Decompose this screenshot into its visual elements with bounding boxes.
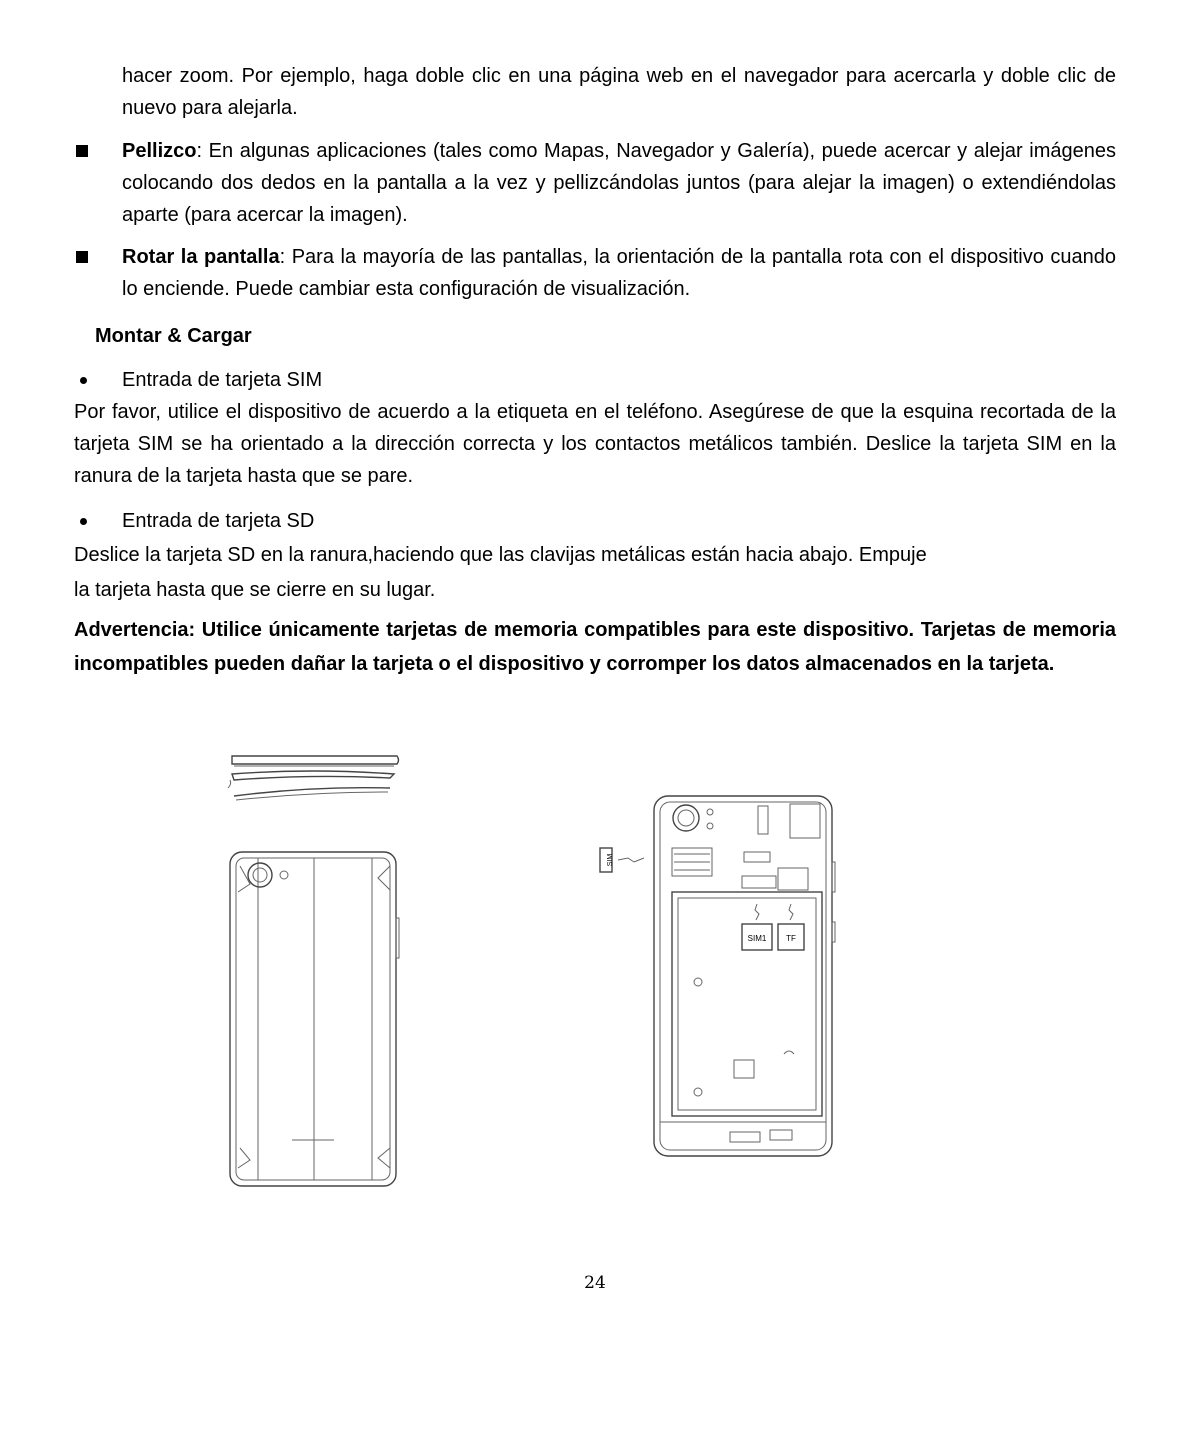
phone-interior-illustration [594, 792, 844, 1162]
section-heading: Montar & Cargar [95, 325, 252, 347]
sd-item: Entrada de tarjeta SD [122, 510, 315, 532]
dot-bullet-icon [80, 377, 87, 384]
bullet-term: Rotar la pantalla [122, 246, 280, 268]
intro-continuation: hacer zoom. Por ejemplo, haga doble clic en una página web en el navegador para acercarla y doble clic de nuevo para alejarla. [122, 65, 1116, 119]
card-label: SIM [607, 853, 614, 867]
bullet-text: : En algunas aplicaciones (tales como Mapas, Navegador y Galería), puede acercar y alejar imágenes colocando dos dedos en la pantalla a la vez y pellizcándolas juntos (para alejar la imagen) o extendiéndolas aparte (para acercar la imagen). [122, 140, 1116, 226]
sim-text: Por favor, utilice el dispositivo de acuerdo a la etiqueta en el teléfono. Asegúrese de que la esquina recortada de la tarjeta SIM se ha orientado a la dirección correcta y los contactos metálicos también. Deslice la tarjeta SIM en la ranura de la tarjeta hasta que se pare. [74, 401, 1116, 487]
slot-sim1-label: SIM1 [747, 934, 767, 943]
bullet-text: : Para la mayoría de las pantallas, la orientación de la pantalla rota con el dispositivo cuando lo enciende. Puede cambiar esta configuración de visualización. [122, 246, 1116, 300]
dot-bullet-icon [80, 518, 87, 525]
page-number: 24 [584, 1273, 606, 1293]
sim-item: Entrada de tarjeta SIM [122, 369, 323, 391]
slot-tf-label: TF [786, 934, 796, 943]
square-bullet-icon [76, 251, 88, 263]
phone-back-illustration [222, 748, 412, 1198]
warning-text: Advertencia: Utilice únicamente tarjetas de memoria compatibles para este dispositivo. Tarjetas de memoria incompatibles pueden dañar la tarjeta o el dispositivo y corromper los datos almacenados en la tarjeta. [74, 619, 1116, 675]
sd-text-line1: Deslice la tarjeta SD en la ranura,haciendo que las clavijas metálicas están hacia abajo. Empuje [74, 544, 927, 566]
square-bullet-icon [76, 145, 88, 157]
bullet-rotate [122, 241, 1116, 305]
sd-text-line2: la tarjeta hasta que se cierre en su lugar. [74, 579, 436, 601]
bullet-pinch [122, 135, 1116, 231]
bullet-term: Pellizco [122, 140, 197, 162]
